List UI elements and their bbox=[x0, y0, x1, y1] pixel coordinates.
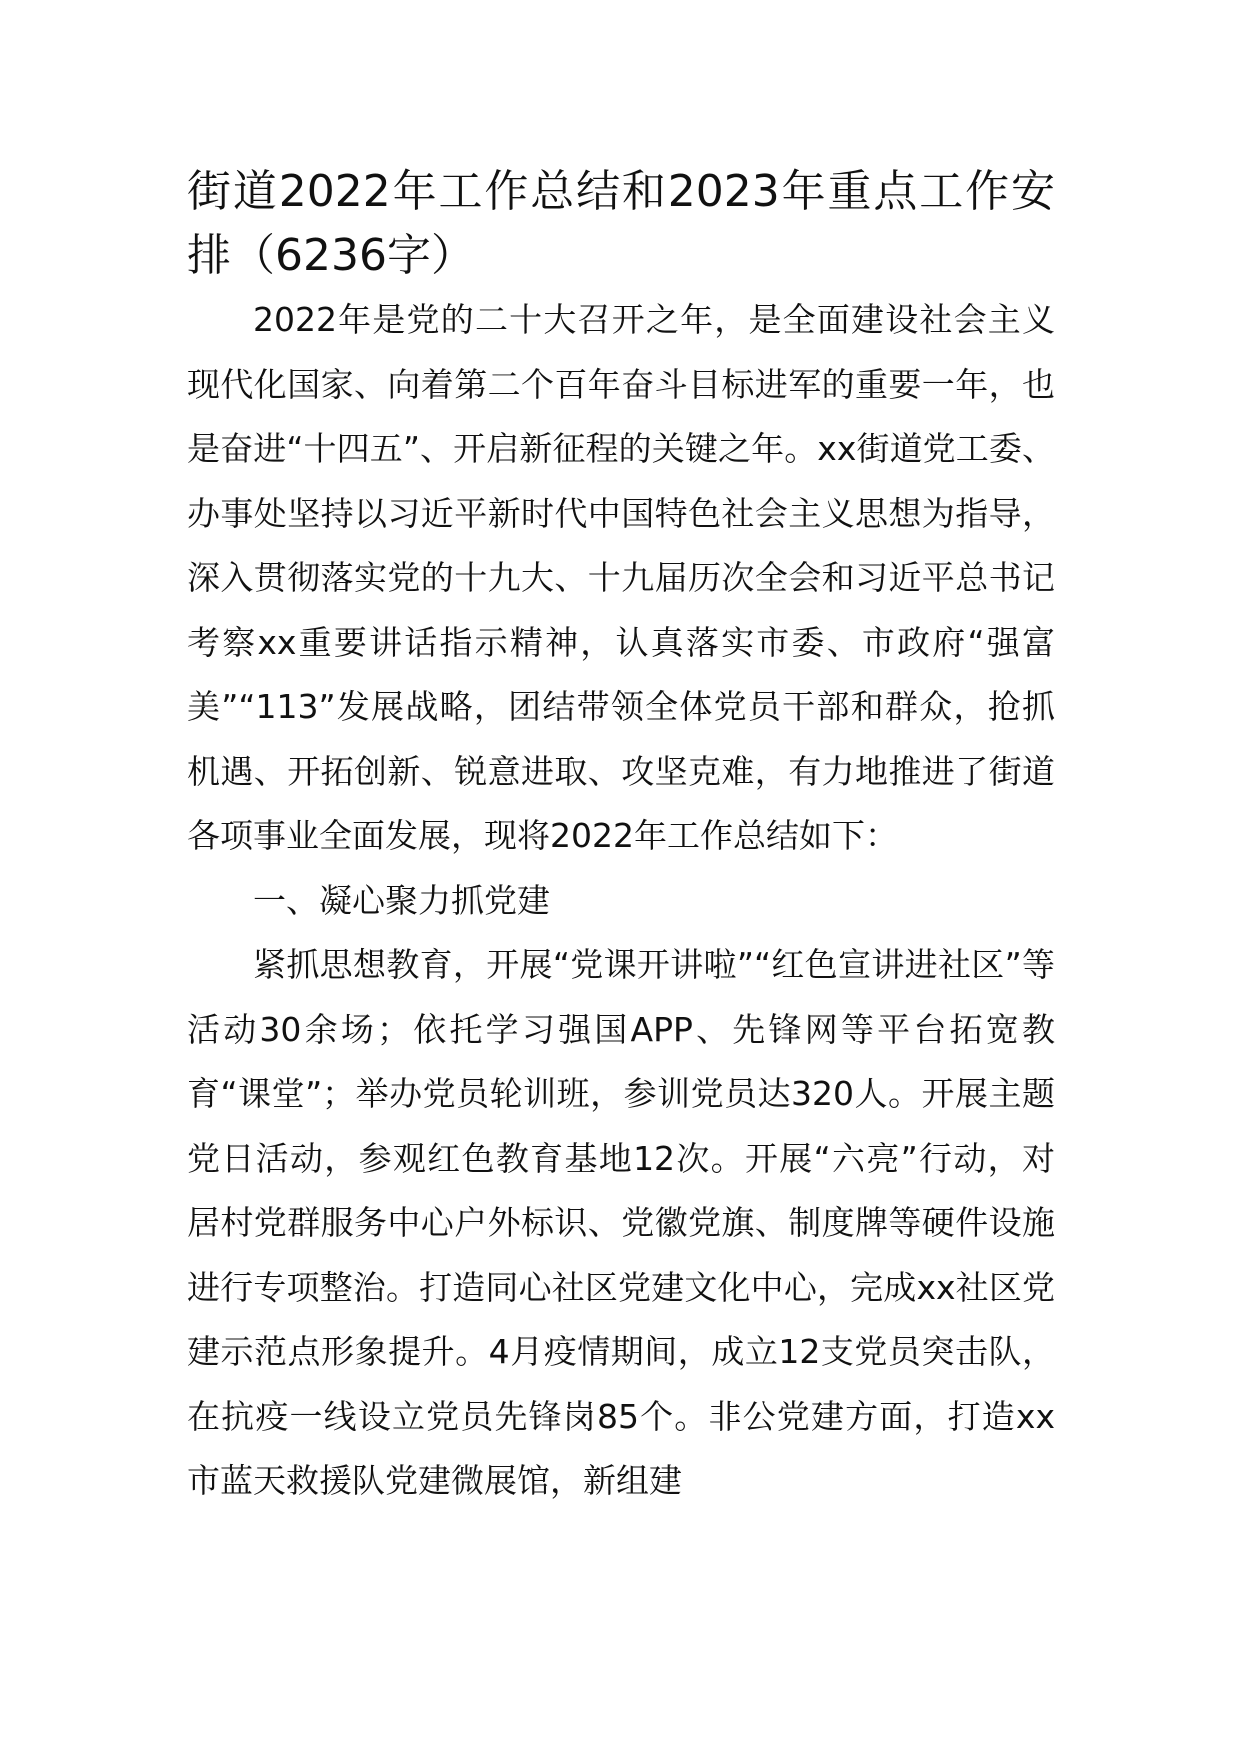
intro-paragraph: 2022年是党的二十大召开之年，是全面建设社会主义现代化国家、向着第二个百年奋斗目标进军的重要一年，也是奋进“十四五”、开启新征程的关键之年。xx街道党工委、办事处坚持以习近平新时代中国特色社会主义思想为指导，深入贯彻落实党的十九大、十九届历次全会和习近平总书记考察xx重要讲话指示精神，认真落实市委、市政府“强富美”“113”发展战略，团结带领全体党员干部和群众，抢抓机遇、开拓创新、锐意进取、攻坚克难，有力地推进了街道各项事业全面发展，现将2022年工作总结如下： bbox=[187, 300, 1055, 855]
section-heading-party-building: 一、凝心聚力抓党建 bbox=[253, 880, 550, 920]
document-title: 街道2022年工作总结和2023年重点工作安排（6236字） bbox=[187, 166, 1055, 281]
document-body bbox=[187, 160, 1055, 1514]
section-paragraph-party-building: 紧抓思想教育，开展“党课开讲啦”“红色宣讲进社区”等活动30余场；依托学习强国APP、先锋网等平台拓宽教育“课堂”；举办党员轮训班，参训党员达320人。开展主题党日活动，参观红色教育基地12次。开展“六亮”行动，对居村党群服务中心户外标识、党徽党旗、制度牌等硬件设施进行专项整治。打造同心社区党建文化中心，完成xx社区党建示范点形象提升。4月疫情期间，成立12支党员突击队，在抗疫一线设立党员先锋岗85个。非公党建方面，打造xx市蓝天救援队党建微展馆，新组建 bbox=[187, 945, 1055, 1500]
